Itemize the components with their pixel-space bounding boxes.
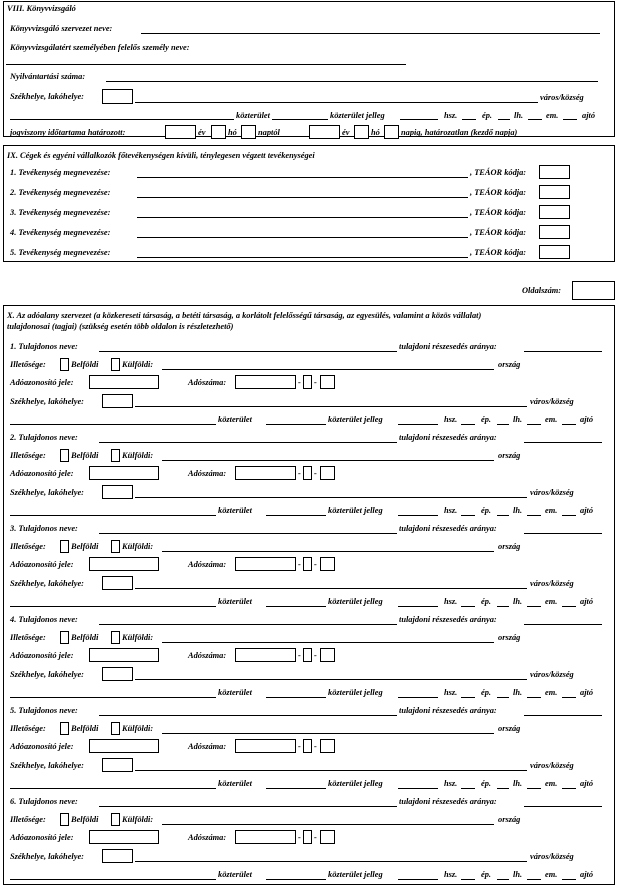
street-field[interactable] xyxy=(10,119,234,120)
share-label: tulajdoni részesedés aránya: xyxy=(399,524,497,533)
ajto-label: ajtó xyxy=(580,415,594,424)
ajto-label: ajtó xyxy=(580,688,594,697)
tax-no-box-2[interactable] xyxy=(303,466,312,480)
em-field[interactable] xyxy=(562,515,576,516)
domestic-checkbox[interactable] xyxy=(60,540,69,553)
owner-name-label: 5. Tulajdonos neve: xyxy=(10,706,78,715)
domestic-label: Belföldi xyxy=(71,542,99,551)
ep-field[interactable] xyxy=(497,606,509,607)
tax-no-label: Adószáma: xyxy=(188,833,227,842)
domestic-label: Belföldi xyxy=(71,360,99,369)
city-label: város/község xyxy=(530,397,574,406)
tax-no-box-2[interactable] xyxy=(303,830,312,844)
section-owners xyxy=(3,305,615,885)
country-label: ország xyxy=(498,815,521,824)
hsz-label: hsz. xyxy=(444,688,458,697)
activity-label: 2. Tevékenység megnevezése: xyxy=(10,188,111,197)
domestic-label: Belföldi xyxy=(71,724,99,733)
share-field[interactable] xyxy=(524,533,602,534)
residency-label: Illetősége: xyxy=(10,633,46,642)
dash: - xyxy=(298,469,301,478)
street-field[interactable] xyxy=(10,424,216,425)
share-field[interactable] xyxy=(524,442,602,443)
teaor-code-box[interactable] xyxy=(539,245,570,259)
foreign-label: Külföldi: xyxy=(122,451,154,460)
reg-no-label: Nyilvántartási száma: xyxy=(10,72,86,81)
street-field[interactable] xyxy=(10,697,216,698)
teaor-code-box[interactable] xyxy=(539,185,570,199)
tax-id-label: Adóazonosító jele: xyxy=(10,833,74,842)
seat-label: Székhelye, lakóhelye: xyxy=(10,92,84,101)
street-type-field[interactable] xyxy=(398,606,438,607)
ep-label: ép. xyxy=(481,870,491,879)
ep-field[interactable] xyxy=(497,879,509,880)
seat-label: Székhelye, lakóhelye: xyxy=(10,670,84,679)
auditor-name-field[interactable] xyxy=(141,33,600,34)
end-year-box[interactable] xyxy=(309,125,340,139)
domestic-label: Belföldi xyxy=(71,451,99,460)
lh-label: lh. xyxy=(513,779,523,788)
end-month-box[interactable] xyxy=(354,125,369,139)
hsz-label: hsz. xyxy=(444,870,458,879)
street-label: közterület xyxy=(218,506,252,515)
hsz-label: hsz. xyxy=(444,111,458,120)
domestic-checkbox[interactable] xyxy=(60,722,69,735)
activity-name-field[interactable] xyxy=(137,237,468,238)
teaor-label: , TEÁOR kódja: xyxy=(470,168,527,177)
owner-name-field[interactable] xyxy=(99,715,397,716)
end-day-box[interactable] xyxy=(384,125,399,139)
foreign-label: Külföldi: xyxy=(122,724,154,733)
tax-no-box-3[interactable] xyxy=(320,830,335,844)
year-label-2: év xyxy=(342,128,350,137)
share-field[interactable] xyxy=(524,715,602,716)
dash: - xyxy=(314,742,317,751)
page-number-label: Oldalszám: xyxy=(522,286,562,295)
residency-label: Illetősége: xyxy=(10,542,46,551)
city-field[interactable] xyxy=(135,770,527,771)
tax-no-box-3[interactable] xyxy=(320,375,335,389)
teaor-label: , TEÁOR kódja: xyxy=(470,248,527,257)
ep-label: ép. xyxy=(481,688,491,697)
tax-id-label: Adóazonosító jele: xyxy=(10,560,74,569)
dash: - xyxy=(298,378,301,387)
street-type-label: közterület jelleg xyxy=(328,870,383,879)
street-type-field[interactable] xyxy=(398,515,438,516)
street-field-2[interactable] xyxy=(266,697,326,698)
tax-id-label: Adóazonosító jele: xyxy=(10,378,74,387)
activity-label: 4. Tevékenység megnevezése: xyxy=(10,228,111,237)
tax-id-box[interactable] xyxy=(89,648,159,662)
reg-no-field[interactable] xyxy=(106,81,598,82)
country-field[interactable] xyxy=(162,824,494,825)
dash: - xyxy=(298,651,301,660)
tax-no-label: Adószáma: xyxy=(188,560,227,569)
seat-label: Székhelye, lakóhelye: xyxy=(10,852,84,861)
street-label: közterület xyxy=(218,870,252,879)
activity-name-field[interactable] xyxy=(137,177,468,178)
lh-field[interactable] xyxy=(527,879,541,880)
postal-code-box[interactable] xyxy=(102,576,133,590)
owner-name-field[interactable] xyxy=(99,624,397,625)
share-label: tulajdoni részesedés aránya: xyxy=(399,342,497,351)
em-label: em. xyxy=(545,688,558,697)
section-title: VIII. Könyvvizsgáló xyxy=(7,4,76,13)
owner-name-label: 1. Tulajdonos neve: xyxy=(10,342,78,351)
lh-label: lh. xyxy=(513,415,523,424)
street-field-2[interactable] xyxy=(272,119,328,120)
postal-code-box[interactable] xyxy=(102,394,133,408)
dash: - xyxy=(298,742,301,751)
ep-label: ép. xyxy=(482,111,492,120)
postal-code-box[interactable] xyxy=(102,849,133,863)
dash: - xyxy=(314,833,317,842)
em-label: em. xyxy=(545,597,558,606)
month-label: hó xyxy=(228,128,237,137)
city-field[interactable] xyxy=(135,406,527,407)
postal-code-box[interactable] xyxy=(102,667,133,681)
tax-id-box[interactable] xyxy=(89,375,159,389)
em-label: em. xyxy=(545,506,558,515)
tax-no-label: Adószáma: xyxy=(188,651,227,660)
until-label: napig, határozatlan (kezdő napja) xyxy=(401,128,518,137)
seat-label: Székhelye, lakóhelye: xyxy=(10,579,84,588)
street-type-label: közterület jelleg xyxy=(328,779,383,788)
city-label: város/község xyxy=(540,93,584,102)
seat-label: Székhelye, lakóhelye: xyxy=(10,761,84,770)
owner-name-field[interactable] xyxy=(99,351,397,352)
ep-label: ép. xyxy=(481,597,491,606)
hsz-label: hsz. xyxy=(444,506,458,515)
lh-field[interactable] xyxy=(528,119,542,120)
street-field-2[interactable] xyxy=(266,879,326,880)
share-label: tulajdoni részesedés aránya: xyxy=(399,615,497,624)
responsible-name-field[interactable] xyxy=(6,64,406,65)
street-field[interactable] xyxy=(10,515,216,516)
em-field[interactable] xyxy=(562,697,576,698)
section-auditor xyxy=(3,1,615,137)
street-label: közterület xyxy=(218,415,252,424)
tax-no-box-3[interactable] xyxy=(320,557,335,571)
owner-name-field[interactable] xyxy=(99,442,397,443)
dash: - xyxy=(314,469,317,478)
tax-no-box-3[interactable] xyxy=(320,648,335,662)
activity-name-field[interactable] xyxy=(137,197,468,198)
hsz-field[interactable] xyxy=(462,119,476,120)
em-label: em. xyxy=(545,870,558,879)
dash: - xyxy=(314,560,317,569)
ajto-label: ajtó xyxy=(580,779,594,788)
lh-label: lh. xyxy=(513,506,523,515)
teaor-label: , TEÁOR kódja: xyxy=(470,208,527,217)
street-label: közterület xyxy=(218,779,252,788)
lh-field[interactable] xyxy=(527,515,541,516)
foreign-label: Külföldi: xyxy=(122,360,154,369)
hsz-field[interactable] xyxy=(461,424,475,425)
dash: - xyxy=(314,378,317,387)
activity-label: 1. Tevékenység megnevezése: xyxy=(10,168,111,177)
city-label: város/község xyxy=(530,488,574,497)
ajto-label: ajtó xyxy=(580,506,594,515)
term-label: jogviszony időtartama határozott: xyxy=(10,128,126,137)
em-field[interactable] xyxy=(562,879,576,880)
start-month-box[interactable] xyxy=(211,125,226,139)
hsz-field[interactable] xyxy=(461,606,475,607)
domestic-checkbox[interactable] xyxy=(60,358,69,371)
tax-id-box[interactable] xyxy=(89,557,159,571)
foreign-label: Külföldi: xyxy=(122,815,154,824)
tax-no-box-3[interactable] xyxy=(320,466,335,480)
city-label: város/község xyxy=(530,670,574,679)
city-field[interactable] xyxy=(135,588,527,589)
street-type-label: közterület jelleg xyxy=(328,688,383,697)
section-title: IX. Cégek és egyéni vállalkozók főtevékenységen kívüli, ténylegesen végzett tevékenységei xyxy=(7,151,315,160)
country-label: ország xyxy=(498,633,521,642)
city-field[interactable] xyxy=(135,861,527,862)
street-label: közterület xyxy=(236,111,270,120)
responsible-label: Könyvvizsgálatért személyében felelős személy neve: xyxy=(10,43,190,52)
start-day-box[interactable] xyxy=(241,125,256,139)
em-label: em. xyxy=(546,111,559,120)
share-field[interactable] xyxy=(524,624,602,625)
domestic-checkbox[interactable] xyxy=(60,449,69,462)
postal-code-box[interactable] xyxy=(102,485,133,499)
em-field[interactable] xyxy=(562,606,576,607)
city-label: város/község xyxy=(530,761,574,770)
section-title-2: tulajdonosai (tagjai) (szükség esetén több oldalon is részletezhető) xyxy=(7,322,234,331)
street-field-2[interactable] xyxy=(266,515,326,516)
tax-no-box-2[interactable] xyxy=(303,739,312,753)
ep-field[interactable] xyxy=(497,515,509,516)
lh-label: lh. xyxy=(514,111,524,120)
ajto-label: ajtó xyxy=(580,597,594,606)
street-label: közterület xyxy=(218,688,252,697)
start-year-box[interactable] xyxy=(165,125,196,139)
teaor-code-box[interactable] xyxy=(539,225,570,239)
em-label: em. xyxy=(545,415,558,424)
country-label: ország xyxy=(498,451,521,460)
owner-name-label: 4. Tulajdonos neve: xyxy=(10,615,78,624)
em-field[interactable] xyxy=(563,119,577,120)
foreign-checkbox[interactable] xyxy=(111,540,120,553)
country-label: ország xyxy=(498,360,521,369)
tax-id-box[interactable] xyxy=(89,830,159,844)
teaor-label: , TEÁOR kódja: xyxy=(470,188,527,197)
street-type-field[interactable] xyxy=(398,879,438,880)
city-label: város/község xyxy=(530,579,574,588)
tax-id-box[interactable] xyxy=(89,739,159,753)
country-label: ország xyxy=(498,542,521,551)
street-type-label: közterület jelleg xyxy=(328,415,383,424)
foreign-checkbox[interactable] xyxy=(111,813,120,826)
tax-no-box-1[interactable] xyxy=(235,375,296,389)
month-label-2: hó xyxy=(371,128,380,137)
em-field[interactable] xyxy=(562,424,576,425)
hsz-field[interactable] xyxy=(461,788,475,789)
street-field-2[interactable] xyxy=(266,788,326,789)
tax-id-label: Adóazonosító jele: xyxy=(10,651,74,660)
country-field[interactable] xyxy=(162,733,494,734)
foreign-label: Külföldi: xyxy=(122,633,154,642)
country-field[interactable] xyxy=(162,642,494,643)
seat-label: Székhelye, lakóhelye: xyxy=(10,397,84,406)
tax-no-box-2[interactable] xyxy=(303,375,312,389)
hsz-label: hsz. xyxy=(444,415,458,424)
owner-name-label: 2. Tulajdonos neve: xyxy=(10,433,78,442)
share-label: tulajdoni részesedés aránya: xyxy=(399,433,497,442)
street-type-label: közterület jelleg xyxy=(328,506,383,515)
lh-label: lh. xyxy=(513,870,523,879)
activity-label: 3. Tevékenység megnevezése: xyxy=(10,208,111,217)
ep-field[interactable] xyxy=(497,788,509,789)
street-field-2[interactable] xyxy=(266,424,326,425)
lh-field[interactable] xyxy=(527,606,541,607)
lh-field[interactable] xyxy=(527,424,541,425)
teaor-label: , TEÁOR kódja: xyxy=(470,228,527,237)
activity-name-field[interactable] xyxy=(137,217,468,218)
domestic-label: Belföldi xyxy=(71,815,99,824)
share-field[interactable] xyxy=(524,806,602,807)
hsz-field[interactable] xyxy=(461,697,475,698)
domestic-label: Belföldi xyxy=(71,633,99,642)
owner-name-label: 6. Tulajdonos neve: xyxy=(10,797,78,806)
street-field[interactable] xyxy=(10,606,216,607)
city-field[interactable] xyxy=(135,679,527,680)
street-label: közterület xyxy=(218,597,252,606)
street-type-field[interactable] xyxy=(398,424,438,425)
activity-name-field[interactable] xyxy=(137,257,468,258)
tax-no-box-1[interactable] xyxy=(235,830,296,844)
street-type-field[interactable] xyxy=(398,697,438,698)
hsz-field[interactable] xyxy=(461,515,475,516)
tax-no-box-1[interactable] xyxy=(235,648,296,662)
em-field[interactable] xyxy=(562,788,576,789)
lh-field[interactable] xyxy=(527,697,541,698)
owner-name-field[interactable] xyxy=(99,533,397,534)
foreign-label: Külföldi: xyxy=(122,542,154,551)
tax-no-box-1[interactable] xyxy=(235,466,296,480)
domestic-checkbox[interactable] xyxy=(60,813,69,826)
year-label: év xyxy=(198,128,206,137)
lh-label: lh. xyxy=(513,688,523,697)
street-type-label: közterület jelleg xyxy=(330,111,385,120)
street-field[interactable] xyxy=(10,788,216,789)
dash: - xyxy=(314,651,317,660)
ep-label: ép. xyxy=(481,779,491,788)
dash: - xyxy=(298,833,301,842)
tax-no-box-2[interactable] xyxy=(303,648,312,662)
from-label: naptól xyxy=(258,128,280,137)
foreign-checkbox[interactable] xyxy=(111,449,120,462)
residency-label: Illetősége: xyxy=(10,451,46,460)
ep-field[interactable] xyxy=(498,119,510,120)
ajto-label: ajtó xyxy=(582,111,596,120)
share-label: tulajdoni részesedés aránya: xyxy=(399,797,497,806)
tax-id-label: Adóazonosító jele: xyxy=(10,469,74,478)
city-field[interactable] xyxy=(135,497,527,498)
ep-label: ép. xyxy=(481,506,491,515)
foreign-checkbox[interactable] xyxy=(111,358,120,371)
teaor-code-box[interactable] xyxy=(539,165,570,179)
postal-code-box[interactable] xyxy=(102,758,133,772)
ajto-label: ajtó xyxy=(580,870,594,879)
city-field[interactable] xyxy=(135,102,538,103)
tax-no-box-2[interactable] xyxy=(303,557,312,571)
street-type-label: közterület jelleg xyxy=(328,597,383,606)
street-field-2[interactable] xyxy=(266,606,326,607)
country-field[interactable] xyxy=(162,369,494,370)
country-label: ország xyxy=(498,724,521,733)
residency-label: Illetősége: xyxy=(10,815,46,824)
tax-no-box-1[interactable] xyxy=(235,739,296,753)
tax-no-box-1[interactable] xyxy=(235,557,296,571)
lh-field[interactable] xyxy=(527,788,541,789)
residency-label: Illetősége: xyxy=(10,724,46,733)
tax-id-label: Adóazonosító jele: xyxy=(10,742,74,751)
residency-label: Illetősége: xyxy=(10,360,46,369)
auditor-name-label: Könyvvizsgáló szervezet neve: xyxy=(10,24,113,33)
street-field[interactable] xyxy=(10,879,216,880)
country-field[interactable] xyxy=(162,551,494,552)
city-label: város/község xyxy=(530,852,574,861)
postal-code-box[interactable] xyxy=(102,89,133,104)
owner-name-label: 3. Tulajdonos neve: xyxy=(10,524,78,533)
tax-no-label: Adószáma: xyxy=(188,378,227,387)
seat-label: Székhelye, lakóhelye: xyxy=(10,488,84,497)
owner-name-field[interactable] xyxy=(99,806,397,807)
street-type-field[interactable] xyxy=(398,788,438,789)
tax-no-label: Adószáma: xyxy=(188,469,227,478)
page-number-box[interactable] xyxy=(572,281,615,300)
share-field[interactable] xyxy=(524,351,602,352)
section-title: X. Az adóalany szervezet (a közkereseti társaság, a betéti társaság, a korlátolt felelősségű társaság, az egyesülés, valamint a közös vállalat) xyxy=(7,311,482,320)
tax-no-label: Adószáma: xyxy=(188,742,227,751)
tax-no-box-3[interactable] xyxy=(320,739,335,753)
tax-id-box[interactable] xyxy=(89,466,159,480)
section-activities xyxy=(3,145,615,262)
teaor-code-box[interactable] xyxy=(539,205,570,219)
em-label: em. xyxy=(545,779,558,788)
lh-label: lh. xyxy=(513,597,523,606)
activity-label: 5. Tevékenység megnevezése: xyxy=(10,248,111,257)
hsz-field[interactable] xyxy=(461,879,475,880)
ep-label: ép. xyxy=(481,415,491,424)
hsz-label: hsz. xyxy=(444,597,458,606)
foreign-checkbox[interactable] xyxy=(111,631,120,644)
hsz-label: hsz. xyxy=(444,779,458,788)
share-label: tulajdoni részesedés aránya: xyxy=(399,706,497,715)
street-type-field[interactable] xyxy=(400,119,438,120)
domestic-checkbox[interactable] xyxy=(60,631,69,644)
ep-field[interactable] xyxy=(497,697,509,698)
country-field[interactable] xyxy=(162,460,494,461)
dash: - xyxy=(298,560,301,569)
ep-field[interactable] xyxy=(497,424,509,425)
foreign-checkbox[interactable] xyxy=(111,722,120,735)
